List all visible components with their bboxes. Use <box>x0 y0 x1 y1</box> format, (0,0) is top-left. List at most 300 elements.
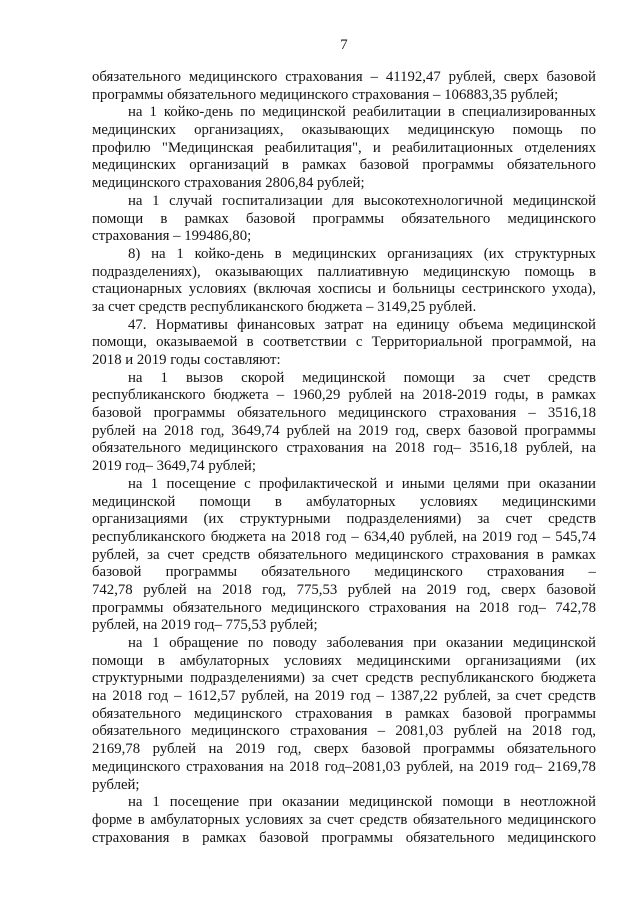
word: сверх <box>503 69 539 85</box>
word: на <box>128 369 143 386</box>
word: программой, <box>491 334 573 351</box>
word: медицинской <box>262 104 346 121</box>
word: и <box>372 139 381 156</box>
word: базовой <box>92 564 142 581</box>
text-line <box>92 211 596 229</box>
word: на <box>462 528 477 545</box>
word: отделениях <box>524 139 596 156</box>
word: рублей <box>453 723 498 740</box>
word: годы, <box>494 387 529 404</box>
word: 2018 <box>479 599 510 616</box>
word: в <box>246 334 254 351</box>
word: рублей, <box>448 69 496 85</box>
word: – <box>174 688 182 705</box>
word: медицинского <box>188 69 278 85</box>
word: соответствии <box>262 334 347 351</box>
word: обязательного <box>172 599 262 616</box>
page-number: 7 <box>340 37 348 53</box>
text-line <box>92 122 596 140</box>
word: иными <box>401 475 445 492</box>
word: медицинского <box>507 210 596 227</box>
word: рублей <box>152 741 196 758</box>
word: базовой <box>462 705 512 722</box>
word: год– <box>518 599 546 616</box>
word: обязательного <box>92 440 181 457</box>
word: счет <box>167 546 195 563</box>
word: ухода), <box>551 281 596 298</box>
word: амбулаторных <box>306 493 396 510</box>
text-line <box>92 723 596 741</box>
word: оказании <box>538 475 596 492</box>
word: условиях <box>419 493 478 510</box>
word: при <box>249 794 273 811</box>
word: для <box>332 192 355 209</box>
word: год, <box>200 422 225 439</box>
word: обязательного <box>261 564 351 581</box>
word: структурными <box>92 670 184 687</box>
word: год <box>517 528 538 545</box>
word: медицинской <box>349 794 433 811</box>
text-line <box>92 812 596 830</box>
word: программы <box>92 599 164 616</box>
text-line <box>92 688 596 706</box>
word: – <box>542 528 550 545</box>
word: объема <box>458 316 504 333</box>
word: базовой <box>359 157 410 174</box>
text-line <box>92 440 596 458</box>
word: 2019 <box>426 581 457 598</box>
word: на <box>128 104 143 121</box>
text-line <box>92 387 596 405</box>
word: медицинскую <box>423 263 511 280</box>
word: 1387,22 <box>389 688 438 705</box>
word: помощи <box>199 493 251 510</box>
text-line <box>92 405 596 423</box>
word: помощь <box>524 263 575 280</box>
word: 1 <box>150 475 159 492</box>
text-line <box>92 69 596 87</box>
word: условиях <box>188 281 247 298</box>
word: – <box>376 688 384 705</box>
word: в <box>588 263 596 280</box>
word: госпитализации <box>222 192 323 209</box>
word: – <box>351 528 359 545</box>
text-line <box>92 193 596 211</box>
word: по <box>240 104 256 121</box>
word: базовой <box>246 210 296 227</box>
paragraph <box>92 317 596 370</box>
text-line <box>92 635 596 653</box>
word: республиканского <box>92 387 206 404</box>
word: средств <box>548 369 596 386</box>
word: Территориальной <box>371 334 483 351</box>
word: страхования <box>92 829 170 846</box>
word: на <box>507 723 522 740</box>
word: 1 <box>152 635 160 651</box>
word: в <box>274 245 282 262</box>
word: рублей, <box>406 758 454 775</box>
word: в <box>182 829 190 846</box>
word: посещение <box>169 794 240 811</box>
word: за <box>477 511 490 528</box>
word: амбулаторных <box>179 652 270 669</box>
word: помощь <box>512 122 563 139</box>
document-body <box>92 69 596 847</box>
word: 2019 <box>314 688 345 705</box>
word: 2018 <box>112 688 143 705</box>
word: на <box>197 581 212 598</box>
word: год <box>147 688 169 705</box>
word: рамках <box>405 705 450 722</box>
word: 2018 <box>222 581 252 598</box>
word: в <box>281 157 289 174</box>
word: базовой <box>467 422 518 439</box>
word: 1 <box>176 245 184 262</box>
word: год <box>350 688 371 705</box>
word: за <box>472 369 486 386</box>
word: год– <box>433 440 461 457</box>
word: Нормативы <box>155 316 228 333</box>
word: за <box>309 811 322 828</box>
word: помощи, <box>92 334 147 351</box>
paragraph <box>92 635 596 794</box>
word: условиях <box>284 652 342 669</box>
word: базовой <box>92 405 142 422</box>
word: год, <box>277 741 302 758</box>
word: на <box>142 422 157 439</box>
word: обязательного <box>507 741 596 758</box>
text-line <box>92 564 596 582</box>
word: хосписы <box>317 281 372 298</box>
word: 2019 <box>482 528 512 545</box>
word: и <box>377 281 386 298</box>
word: в <box>536 546 544 563</box>
word: 3516,18 <box>547 405 596 422</box>
word: бюджета <box>210 528 266 545</box>
text-line <box>92 476 596 494</box>
word: рамках <box>551 387 596 404</box>
word: на <box>581 334 596 351</box>
word: помощи <box>442 794 494 811</box>
text-line <box>92 582 596 600</box>
word: средств <box>365 670 414 687</box>
word: программы <box>153 405 226 422</box>
text-line <box>92 653 596 671</box>
word: профилактической <box>258 475 378 492</box>
word: программы <box>524 705 596 722</box>
text-line <box>92 494 596 512</box>
word: страхования <box>289 723 368 740</box>
word: средств <box>359 811 408 828</box>
word: по <box>247 635 264 651</box>
word: подразделениями) <box>346 511 462 528</box>
word: медицинского <box>354 546 444 563</box>
text-line <box>92 140 596 158</box>
word: койко-день <box>163 104 234 121</box>
word: организациях, <box>194 122 284 139</box>
word: программы <box>524 422 596 439</box>
word: единицу <box>396 316 450 333</box>
word: обязательного <box>92 723 181 740</box>
word: год <box>325 528 347 545</box>
word: рамках <box>202 829 247 846</box>
word: 2169,78 <box>547 758 596 775</box>
word: медицинских <box>92 157 177 174</box>
word: 1960,29 <box>292 387 341 404</box>
word: 634,40 <box>364 528 405 545</box>
word: страхования <box>186 758 264 775</box>
word: "Медицинская <box>161 139 254 156</box>
word: рамках <box>184 210 229 227</box>
word: оказываемой <box>156 334 238 351</box>
word: на <box>372 316 388 333</box>
word: медицинского <box>271 599 360 616</box>
text-line: страхования – 199486,80; <box>92 228 252 245</box>
word: реабилитация", <box>264 139 362 156</box>
word: оказании <box>282 794 340 811</box>
word: на <box>128 475 143 492</box>
text-line <box>92 264 596 282</box>
word: заболевания <box>326 635 404 651</box>
word: 3516,18 <box>469 440 518 457</box>
word: рублей, <box>410 528 458 545</box>
word: (включая <box>253 281 312 298</box>
word: амбулаторных <box>150 811 240 828</box>
word: 775,53 <box>296 581 338 598</box>
word: сверх <box>501 581 536 598</box>
word: в <box>448 104 456 121</box>
word: структурных <box>514 245 596 262</box>
text-line <box>92 670 596 688</box>
word: бюджета <box>540 670 596 687</box>
word: на <box>151 245 166 262</box>
word: республиканского <box>92 528 206 545</box>
word: в <box>385 705 393 722</box>
text-line <box>92 706 596 724</box>
word: программы <box>312 210 385 227</box>
word: год, <box>262 581 287 598</box>
word: базовой <box>361 741 411 758</box>
word: (их <box>483 245 504 262</box>
word: медицинских <box>92 122 177 139</box>
word: базовой <box>259 829 309 846</box>
word: рамках <box>551 546 596 563</box>
word: структурными <box>239 511 331 528</box>
word: медицинской <box>512 635 596 651</box>
word: сверх <box>313 741 349 758</box>
word: средств <box>202 546 251 563</box>
word: при <box>413 635 437 651</box>
word: форме <box>92 811 133 828</box>
word: за <box>496 688 510 705</box>
text-line <box>92 547 596 565</box>
word: подразделениями) <box>190 670 305 687</box>
word: 2018 <box>290 528 321 545</box>
word: 545,74 <box>555 528 596 545</box>
word: рублей, <box>443 688 492 705</box>
word: на <box>401 581 417 598</box>
text-line <box>92 600 596 618</box>
word: год– <box>514 758 543 775</box>
text-line <box>92 370 596 388</box>
word: сестринского <box>461 281 546 298</box>
text-line <box>92 511 596 529</box>
word: при <box>507 475 531 492</box>
word: год–2081,03 <box>324 758 401 775</box>
word: медицинского <box>507 829 596 846</box>
word: счет <box>503 369 530 386</box>
text-line: рублей; <box>92 776 140 793</box>
word: затрат <box>324 316 364 333</box>
word: целями <box>453 475 500 492</box>
word: программы <box>165 564 238 581</box>
word: за <box>147 546 160 563</box>
word: 8) <box>128 245 141 262</box>
word: на <box>128 192 143 209</box>
word: обязательного <box>92 69 181 85</box>
word: в <box>157 652 165 669</box>
word: год, <box>466 581 491 598</box>
word: обязательного <box>405 829 495 846</box>
word: рублей <box>92 422 136 439</box>
word: койко-день <box>194 245 264 262</box>
word: 47. <box>128 316 147 333</box>
word: медицинского <box>92 758 181 775</box>
paragraph <box>92 246 596 317</box>
word: медицинского <box>189 440 278 457</box>
word: медицинского <box>338 405 427 422</box>
text-line: за счет средств республиканского бюджета – 3149,25 рублей. <box>92 298 477 315</box>
word: – <box>528 405 536 422</box>
text-line <box>92 759 596 777</box>
word: базовой <box>546 581 596 598</box>
word: в <box>274 493 282 510</box>
word: страхования <box>486 564 565 581</box>
text-line <box>92 794 596 812</box>
text-line <box>92 334 596 352</box>
word: обязательного <box>258 546 347 563</box>
word: организаций <box>189 157 269 174</box>
word: 2169,78 <box>92 741 141 758</box>
word: обязательного <box>92 705 181 722</box>
word: сверх <box>426 422 461 439</box>
word: на <box>128 635 143 651</box>
word: – <box>588 564 596 581</box>
word: оказывающих <box>301 122 390 139</box>
word: рублей <box>347 581 392 598</box>
word: медицинской <box>302 369 386 386</box>
word: республиканского <box>420 670 534 687</box>
word: посещение <box>166 475 236 492</box>
text-line <box>92 529 596 547</box>
text-line <box>92 830 596 848</box>
text-line <box>92 157 596 175</box>
word: рублей <box>286 422 331 439</box>
word: по <box>580 122 596 139</box>
word: оказании <box>446 635 504 651</box>
word: на <box>581 440 596 457</box>
word: на <box>271 528 286 545</box>
word: 2018 <box>163 422 194 439</box>
word: бюджета <box>213 387 269 404</box>
word: 2018 <box>395 440 425 457</box>
word: обязательного <box>412 811 502 828</box>
word: 742,78 <box>92 581 133 598</box>
word: рублей <box>348 387 392 404</box>
word: счет <box>327 811 354 828</box>
word: и <box>385 475 394 492</box>
word: 2081,03 <box>395 723 444 740</box>
word: организациях <box>387 245 473 262</box>
word: условиях <box>245 811 304 828</box>
word: медицинской <box>92 493 176 510</box>
word: в <box>503 794 511 811</box>
word: страхования <box>295 705 373 722</box>
text-line <box>92 246 596 264</box>
word: помощи <box>92 210 144 227</box>
word: средств <box>547 688 596 705</box>
word: счет <box>505 511 533 528</box>
word: медицинскими <box>502 493 596 510</box>
word: финансовых <box>237 316 316 333</box>
paragraph <box>92 370 596 476</box>
word: за <box>312 670 325 687</box>
word: рублей, <box>525 440 573 457</box>
word: страхования <box>286 440 364 457</box>
word: 2019 <box>479 758 509 775</box>
word: медицинской <box>512 316 596 333</box>
word: высокотехнологичной <box>363 192 504 209</box>
word: страхования <box>438 405 517 422</box>
text-line <box>92 741 596 759</box>
word: программы <box>423 741 495 758</box>
word: рублей, <box>241 688 289 705</box>
word: медицинской <box>512 192 596 209</box>
word: на <box>208 741 223 758</box>
word: программы <box>422 157 494 174</box>
paragraph <box>92 193 596 246</box>
word: медицинскими <box>356 652 451 669</box>
word: 1 <box>152 794 160 811</box>
word: реабилитационных <box>392 139 514 156</box>
word: 2019 <box>358 422 389 439</box>
word: медицинского <box>193 705 283 722</box>
word: 1 <box>152 192 160 209</box>
word: 1612,57 <box>187 688 236 705</box>
word: на <box>92 688 107 705</box>
word: на <box>294 688 309 705</box>
word: неотложной <box>520 794 596 811</box>
text-line: рублей, на 2019 год– 775,53 рублей; <box>92 617 318 634</box>
word: 2019 <box>235 741 266 758</box>
word: с <box>355 334 363 351</box>
word: страхования <box>451 546 529 563</box>
text-line: программы обязательного медицинского страхования – 106883,35 рублей; <box>92 86 559 103</box>
word: 1 <box>149 104 157 121</box>
word: программы <box>321 829 393 846</box>
word: с <box>244 475 251 492</box>
word: на <box>128 794 143 811</box>
word: обязательного <box>401 210 491 227</box>
text-line: медицинского страхования 2806,84 рублей; <box>92 175 365 192</box>
word: медицинского <box>374 564 463 581</box>
word: – <box>276 387 285 404</box>
text-line <box>92 317 596 335</box>
word: 742,78 <box>555 599 596 616</box>
word: рублей <box>143 581 187 598</box>
word: на <box>372 440 387 457</box>
word: в <box>536 387 544 404</box>
